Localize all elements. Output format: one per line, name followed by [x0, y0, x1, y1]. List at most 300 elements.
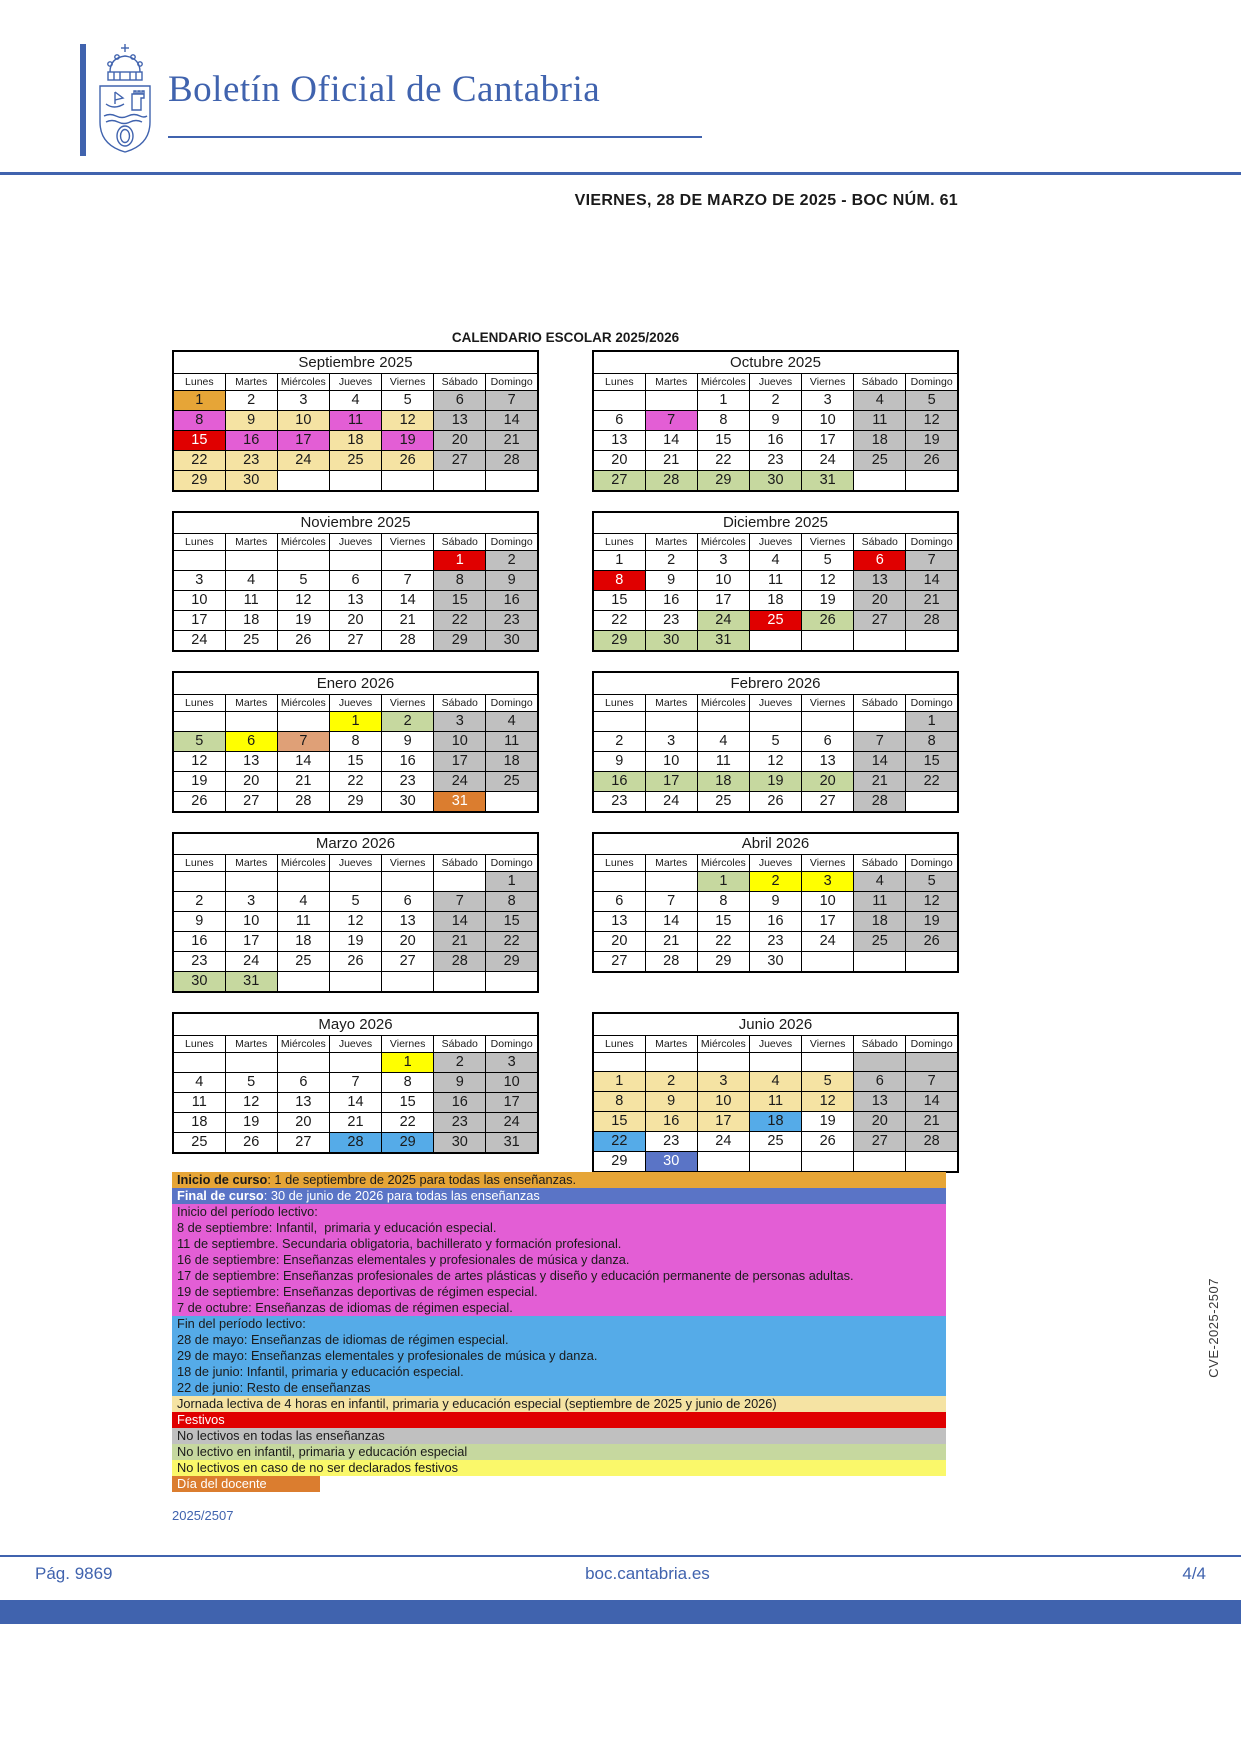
day-cell: 17 [645, 771, 697, 791]
day-cell: 9 [225, 410, 277, 430]
day-cell: 9 [645, 571, 697, 591]
day-cell: 20 [225, 771, 277, 791]
day-cell: 7 [486, 390, 538, 410]
day-cell: 3 [173, 571, 225, 591]
day-of-week-header: Viernes [802, 855, 854, 872]
day-of-week-header: Miércoles [697, 534, 749, 551]
legend-line: 19 de septiembre: Enseñanzas deportivas de régimen especial. [177, 1284, 538, 1299]
day-of-week-header: Domingo [486, 373, 538, 390]
day-cell: 21 [382, 611, 434, 631]
legend-block [172, 1316, 946, 1396]
legend-line: 29 de mayo: Enseñanzas elementales y profesionales de música y danza. [177, 1348, 598, 1363]
day-cell: 15 [593, 1111, 645, 1131]
day-cell: 3 [697, 551, 749, 571]
legend-line: Fin del período lectivo: [177, 1316, 306, 1331]
day-of-week-header: Miércoles [277, 1035, 329, 1052]
day-cell: 16 [173, 932, 225, 952]
day-of-week-header: Lunes [173, 1035, 225, 1052]
day-cell: 23 [749, 932, 801, 952]
day-cell: 13 [225, 751, 277, 771]
day-cell: 15 [434, 591, 486, 611]
day-of-week-header: Viernes [802, 534, 854, 551]
day-cell: 19 [382, 430, 434, 450]
day-cell: 9 [173, 912, 225, 932]
day-of-week-header: Viernes [382, 694, 434, 711]
day-of-week-header: Martes [645, 373, 697, 390]
day-cell [593, 1052, 645, 1071]
day-cell [749, 631, 801, 652]
month-title: Octubre 2025 [593, 351, 958, 373]
day-cell: 17 [697, 591, 749, 611]
day-cell: 6 [854, 1071, 906, 1091]
day-cell: 13 [434, 410, 486, 430]
day-cell: 28 [382, 631, 434, 652]
day-cell [749, 1052, 801, 1071]
month-title: Mayo 2026 [173, 1013, 538, 1035]
legend-block [172, 1444, 946, 1460]
day-cell: 24 [434, 771, 486, 791]
day-cell [854, 1052, 906, 1071]
day-cell: 3 [225, 892, 277, 912]
day-cell: 5 [802, 551, 854, 571]
day-cell: 2 [593, 731, 645, 751]
footer-page-indicator: 4/4 [1182, 1564, 1206, 1583]
day-of-week-header: Lunes [593, 373, 645, 390]
day-cell: 16 [593, 771, 645, 791]
day-cell: 13 [854, 1091, 906, 1111]
day-of-week-header: Martes [225, 534, 277, 551]
day-cell: 19 [906, 912, 958, 932]
day-cell: 23 [645, 611, 697, 631]
footer [0, 1564, 1241, 1584]
day-cell: 25 [854, 932, 906, 952]
day-cell: 14 [486, 410, 538, 430]
day-cell: 26 [382, 450, 434, 470]
day-cell: 7 [906, 1071, 958, 1091]
legend-block [172, 1188, 946, 1204]
day-cell: 9 [749, 892, 801, 912]
month-table [592, 511, 959, 653]
day-cell: 17 [697, 1111, 749, 1131]
day-cell: 1 [906, 711, 958, 731]
day-cell: 26 [277, 631, 329, 652]
day-cell: 22 [382, 1112, 434, 1132]
day-cell: 18 [277, 932, 329, 952]
day-cell: 8 [697, 892, 749, 912]
day-cell: 16 [645, 1111, 697, 1131]
day-cell: 16 [434, 1092, 486, 1112]
day-cell: 7 [645, 892, 697, 912]
day-cell: 23 [225, 450, 277, 470]
day-cell: 9 [486, 571, 538, 591]
day-cell: 24 [486, 1112, 538, 1132]
day-cell: 30 [225, 470, 277, 491]
day-of-week-header: Martes [645, 694, 697, 711]
day-of-week-header: Jueves [329, 373, 381, 390]
day-cell: 14 [906, 1091, 958, 1111]
legend-line: Jornada lectiva de 4 horas en infantil, primaria y educación especial (septiembre de 2025 y junio de 2026) [177, 1396, 777, 1411]
day-cell: 18 [225, 611, 277, 631]
day-cell: 21 [277, 771, 329, 791]
day-cell: 12 [329, 912, 381, 932]
day-cell: 25 [329, 450, 381, 470]
day-cell: 21 [854, 771, 906, 791]
day-cell: 9 [593, 751, 645, 771]
day-cell: 14 [906, 571, 958, 591]
day-cell: 26 [749, 791, 801, 812]
day-cell: 16 [645, 591, 697, 611]
day-of-week-header: Jueves [329, 855, 381, 872]
day-cell [593, 872, 645, 892]
day-cell [645, 1052, 697, 1071]
day-cell: 31 [434, 791, 486, 812]
day-of-week-header: Miércoles [697, 1035, 749, 1052]
day-cell: 7 [277, 731, 329, 751]
day-cell: 19 [225, 1112, 277, 1132]
day-cell [906, 631, 958, 652]
day-cell [854, 631, 906, 652]
day-cell: 10 [486, 1072, 538, 1092]
day-of-week-header: Sábado [434, 1035, 486, 1052]
day-of-week-header: Domingo [906, 373, 958, 390]
day-of-week-header: Jueves [749, 694, 801, 711]
day-cell: 23 [173, 952, 225, 972]
day-cell: 5 [802, 1071, 854, 1091]
day-cell: 19 [329, 932, 381, 952]
day-cell: 13 [277, 1092, 329, 1112]
day-cell [382, 972, 434, 993]
day-of-week-header: Lunes [593, 694, 645, 711]
calendar-legend [172, 1172, 946, 1492]
day-cell [277, 872, 329, 892]
month-title: Enero 2026 [173, 672, 538, 694]
month-table [172, 832, 539, 994]
day-cell: 5 [906, 872, 958, 892]
day-of-week-header: Miércoles [277, 694, 329, 711]
day-cell: 25 [854, 450, 906, 470]
logo-left-bar [80, 44, 86, 156]
cantabria-coat-of-arms-icon [94, 42, 156, 156]
date-line: VIERNES, 28 DE MARZO DE 2025 - BOC NÚM. 61 [574, 192, 958, 209]
day-cell: 19 [749, 771, 801, 791]
day-cell: 10 [645, 751, 697, 771]
day-cell: 27 [593, 952, 645, 973]
day-of-week-header: Domingo [486, 1035, 538, 1052]
day-cell: 24 [697, 1131, 749, 1151]
day-cell: 7 [329, 1072, 381, 1092]
day-of-week-header: Sábado [434, 855, 486, 872]
day-of-week-header: Miércoles [277, 534, 329, 551]
day-cell: 27 [854, 611, 906, 631]
day-of-week-header: Lunes [173, 855, 225, 872]
day-cell: 5 [749, 731, 801, 751]
footer-rule [0, 1555, 1241, 1557]
day-cell: 12 [277, 591, 329, 611]
day-cell: 9 [645, 1091, 697, 1111]
day-cell [906, 952, 958, 973]
day-cell: 29 [434, 631, 486, 652]
day-cell: 20 [329, 611, 381, 631]
day-cell: 4 [697, 731, 749, 751]
day-cell: 25 [173, 1132, 225, 1153]
day-of-week-header: Lunes [173, 373, 225, 390]
day-cell [382, 872, 434, 892]
day-cell: 9 [382, 731, 434, 751]
day-cell: 22 [593, 1131, 645, 1151]
day-of-week-header: Miércoles [697, 855, 749, 872]
day-cell: 16 [749, 430, 801, 450]
day-cell: 14 [854, 751, 906, 771]
day-of-week-header: Lunes [173, 534, 225, 551]
day-cell: 8 [697, 410, 749, 430]
day-cell: 28 [645, 470, 697, 491]
day-cell: 5 [225, 1072, 277, 1092]
day-cell: 25 [225, 631, 277, 652]
day-cell: 14 [277, 751, 329, 771]
day-cell: 3 [802, 390, 854, 410]
day-cell: 6 [277, 1072, 329, 1092]
day-cell: 30 [173, 972, 225, 993]
legend-block [172, 1204, 946, 1316]
legend-line: No lectivos en caso de no ser declarados festivos [177, 1460, 458, 1475]
day-cell: 29 [593, 631, 645, 652]
month-table [172, 511, 539, 653]
day-cell [277, 551, 329, 571]
day-cell: 30 [749, 952, 801, 973]
day-cell: 20 [382, 932, 434, 952]
day-cell: 20 [854, 1111, 906, 1131]
day-cell: 31 [486, 1132, 538, 1153]
day-cell: 21 [434, 932, 486, 952]
day-cell [854, 470, 906, 491]
day-cell: 15 [906, 751, 958, 771]
month-table [592, 350, 959, 492]
day-cell: 30 [486, 631, 538, 652]
day-cell: 20 [593, 450, 645, 470]
day-cell [749, 711, 801, 731]
day-cell: 20 [593, 932, 645, 952]
day-cell: 8 [173, 410, 225, 430]
day-cell: 3 [486, 1052, 538, 1072]
day-cell: 11 [749, 1091, 801, 1111]
day-cell: 2 [749, 390, 801, 410]
day-cell: 18 [697, 771, 749, 791]
legend-block [172, 1412, 946, 1428]
day-cell: 11 [225, 591, 277, 611]
day-cell [749, 1151, 801, 1172]
day-cell: 11 [749, 571, 801, 591]
month-table [172, 671, 539, 813]
day-of-week-header: Sábado [434, 534, 486, 551]
day-cell: 2 [645, 551, 697, 571]
day-cell: 6 [434, 390, 486, 410]
legend-line: Final de curso: 30 de junio de 2026 para todas las enseñanzas [177, 1188, 540, 1203]
legend-line: 7 de octubre: Enseñanzas de idiomas de régimen especial. [177, 1300, 513, 1315]
day-cell [173, 1052, 225, 1072]
month-title: Junio 2026 [593, 1013, 958, 1035]
day-cell: 24 [645, 791, 697, 812]
day-cell: 21 [329, 1112, 381, 1132]
day-cell: 8 [486, 892, 538, 912]
day-cell: 29 [697, 952, 749, 973]
day-cell: 8 [593, 1091, 645, 1111]
legend-block [172, 1476, 320, 1492]
day-cell: 28 [906, 1131, 958, 1151]
day-of-week-header: Lunes [593, 534, 645, 551]
day-cell: 24 [802, 932, 854, 952]
day-cell [593, 390, 645, 410]
day-cell [486, 470, 538, 491]
day-of-week-header: Domingo [486, 534, 538, 551]
day-cell: 8 [434, 571, 486, 591]
day-cell: 11 [486, 731, 538, 751]
day-cell: 31 [225, 972, 277, 993]
day-of-week-header: Sábado [434, 373, 486, 390]
day-cell [645, 872, 697, 892]
day-of-week-header: Domingo [906, 1035, 958, 1052]
day-cell [593, 711, 645, 731]
day-of-week-header: Jueves [749, 534, 801, 551]
legend-block [172, 1396, 946, 1412]
day-cell [225, 711, 277, 731]
day-of-week-header: Miércoles [277, 373, 329, 390]
day-cell: 6 [225, 731, 277, 751]
month-title: Febrero 2026 [593, 672, 958, 694]
day-cell: 6 [593, 410, 645, 430]
day-cell: 12 [906, 892, 958, 912]
document-number: 2025/2507 [172, 1508, 234, 1523]
day-cell: 27 [382, 952, 434, 972]
day-cell [486, 791, 538, 812]
day-cell: 7 [906, 551, 958, 571]
day-cell: 15 [173, 430, 225, 450]
day-cell: 13 [329, 591, 381, 611]
day-cell: 12 [382, 410, 434, 430]
day-cell: 18 [749, 591, 801, 611]
day-cell: 12 [749, 751, 801, 771]
day-cell: 14 [434, 912, 486, 932]
day-cell: 11 [854, 410, 906, 430]
day-cell: 3 [645, 731, 697, 751]
day-cell: 23 [486, 611, 538, 631]
legend-line: 8 de septiembre: Infantil, primaria y educación especial. [177, 1220, 497, 1235]
day-cell [277, 470, 329, 491]
day-of-week-header: Viernes [382, 855, 434, 872]
day-cell [645, 390, 697, 410]
day-cell: 27 [277, 1132, 329, 1153]
legend-line: 17 de septiembre: Enseñanzas profesionales de artes plásticas y diseño y educación permanente de personas adultas. [177, 1268, 854, 1283]
day-cell: 8 [593, 571, 645, 591]
day-cell: 17 [225, 932, 277, 952]
legend-line: 16 de septiembre: Enseñanzas elementales y profesionales de música y danza. [177, 1252, 630, 1267]
day-cell [329, 872, 381, 892]
month-table [592, 671, 959, 813]
day-cell: 8 [906, 731, 958, 751]
day-cell: 13 [593, 912, 645, 932]
day-cell [854, 711, 906, 731]
day-of-week-header: Martes [645, 1035, 697, 1052]
day-cell: 31 [802, 470, 854, 491]
day-of-week-header: Jueves [329, 1035, 381, 1052]
day-cell: 11 [173, 1092, 225, 1112]
day-of-week-header: Sábado [854, 1035, 906, 1052]
day-cell: 7 [645, 410, 697, 430]
day-of-week-header: Viernes [382, 1035, 434, 1052]
legend-line: Día del docente [177, 1476, 267, 1491]
day-of-week-header: Martes [645, 855, 697, 872]
day-cell: 23 [382, 771, 434, 791]
legend-line: Inicio del período lectivo: [177, 1204, 318, 1219]
day-cell: 7 [434, 892, 486, 912]
day-cell: 3 [277, 390, 329, 410]
day-cell: 12 [906, 410, 958, 430]
day-cell: 26 [225, 1132, 277, 1153]
day-cell: 11 [854, 892, 906, 912]
day-cell: 22 [173, 450, 225, 470]
day-cell: 18 [329, 430, 381, 450]
day-of-week-header: Lunes [593, 1035, 645, 1052]
day-cell: 26 [173, 791, 225, 812]
day-cell: 27 [854, 1131, 906, 1151]
day-cell [225, 872, 277, 892]
day-cell: 10 [697, 1091, 749, 1111]
day-cell: 16 [382, 751, 434, 771]
day-cell: 17 [802, 912, 854, 932]
month-title: Septiembre 2025 [173, 351, 538, 373]
day-cell: 22 [329, 771, 381, 791]
day-of-week-header: Martes [645, 534, 697, 551]
month-title: Diciembre 2025 [593, 512, 958, 534]
day-cell: 2 [382, 711, 434, 731]
day-cell: 17 [277, 430, 329, 450]
day-cell: 25 [749, 611, 801, 631]
day-cell: 2 [749, 872, 801, 892]
day-cell: 25 [486, 771, 538, 791]
footer-site-link[interactable]: boc.cantabria.es [585, 1564, 710, 1583]
day-of-week-header: Sábado [854, 855, 906, 872]
day-cell [329, 551, 381, 571]
day-cell: 17 [486, 1092, 538, 1112]
day-cell: 21 [486, 430, 538, 450]
day-cell: 6 [593, 892, 645, 912]
day-cell: 22 [486, 932, 538, 952]
day-cell: 19 [802, 1111, 854, 1131]
day-cell: 13 [593, 430, 645, 450]
day-of-week-header: Martes [225, 855, 277, 872]
legend-line: 18 de junio: Infantil, primaria y educación especial. [177, 1364, 464, 1379]
day-of-week-header: Sábado [854, 373, 906, 390]
day-cell: 28 [329, 1132, 381, 1153]
day-cell [225, 1052, 277, 1072]
day-cell: 15 [593, 591, 645, 611]
day-of-week-header: Domingo [906, 855, 958, 872]
day-cell [802, 1151, 854, 1172]
day-cell: 3 [697, 1071, 749, 1091]
calendar-title: CALENDARIO ESCOLAR 2025/2026 [451, 330, 680, 345]
day-cell: 1 [382, 1052, 434, 1072]
day-cell [382, 551, 434, 571]
day-cell: 14 [645, 430, 697, 450]
day-cell: 19 [277, 611, 329, 631]
day-cell: 5 [173, 731, 225, 751]
day-cell [329, 972, 381, 993]
day-cell: 26 [802, 1131, 854, 1151]
legend-line: 11 de septiembre. Secundaria obligatoria, bachillerato y formación profesional. [177, 1236, 622, 1251]
day-cell: 30 [749, 470, 801, 491]
day-cell: 26 [329, 952, 381, 972]
day-cell: 29 [382, 1132, 434, 1153]
day-cell: 30 [382, 791, 434, 812]
